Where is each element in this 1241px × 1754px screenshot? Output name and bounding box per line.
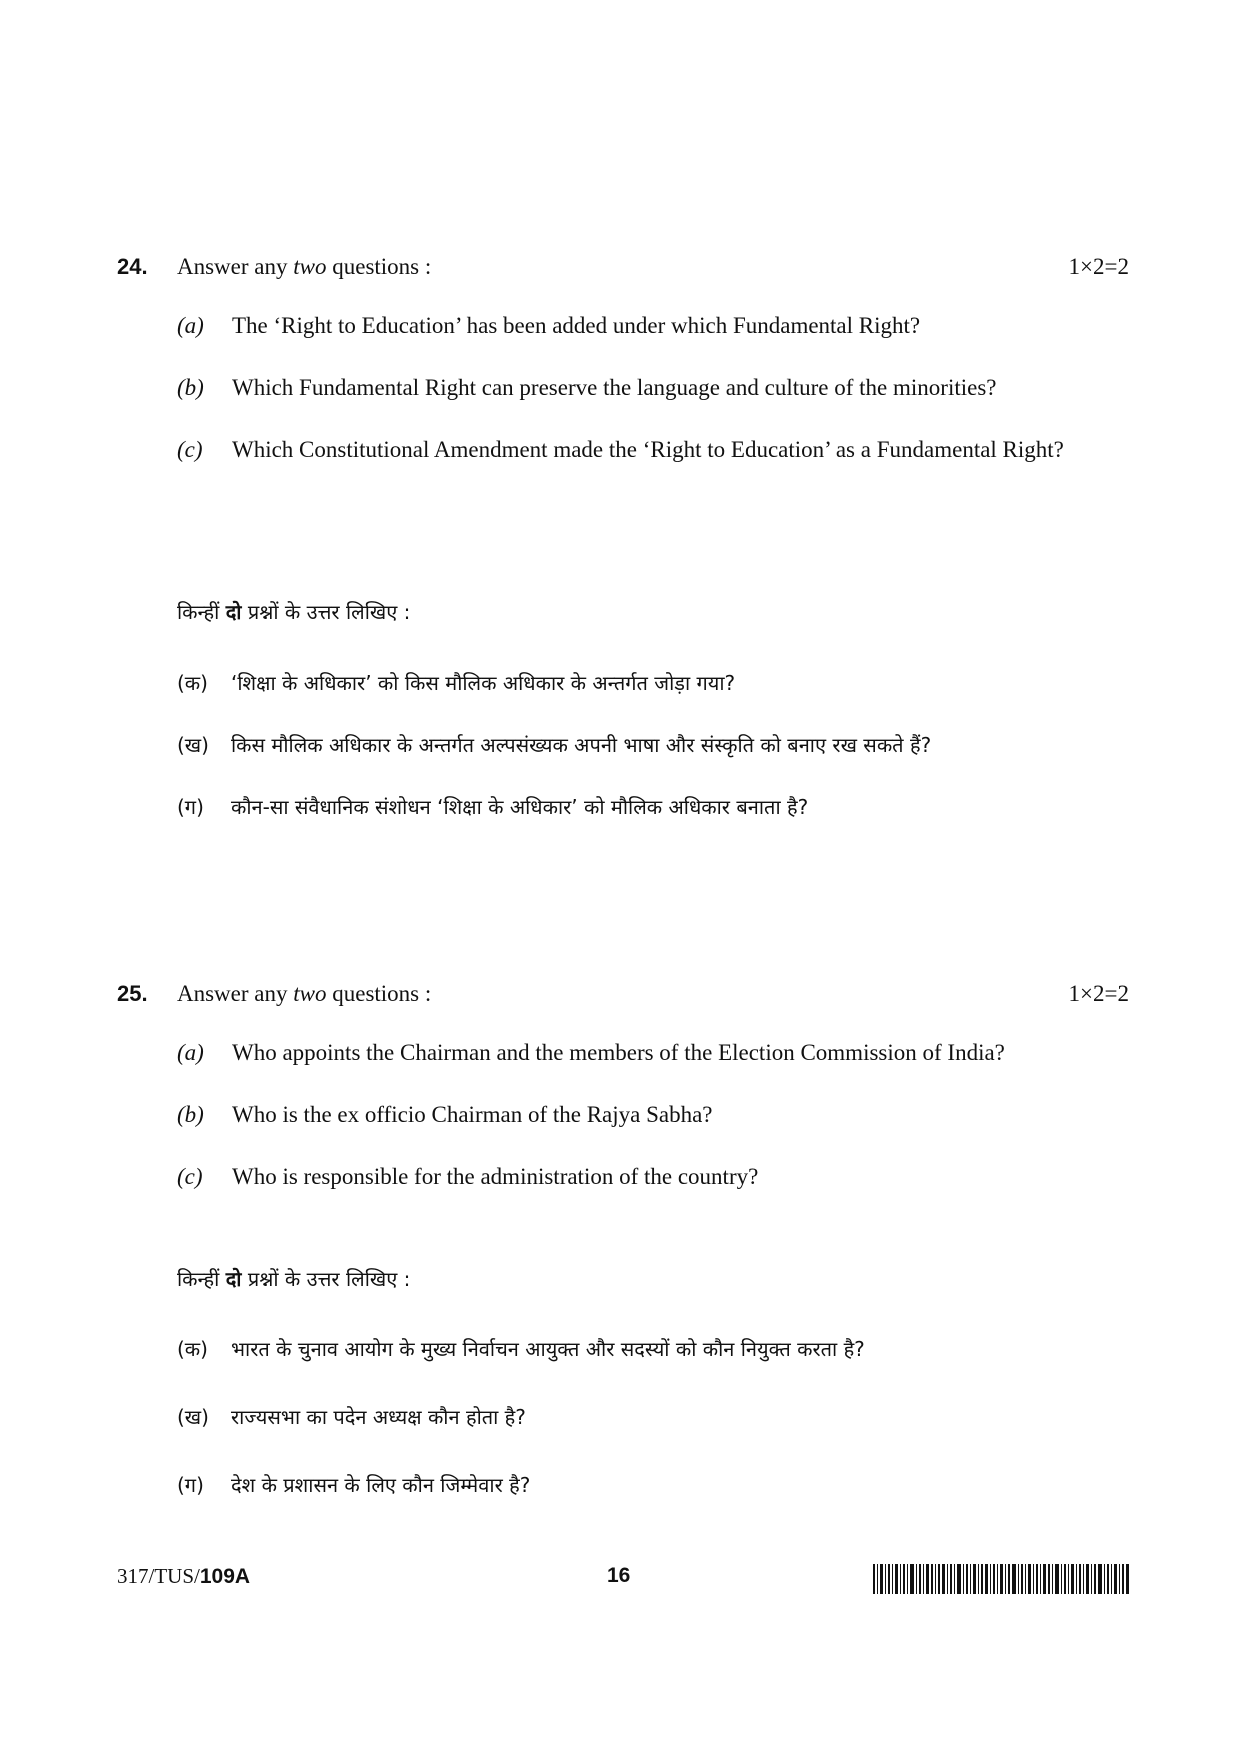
q24-english-parts <box>177 312 1073 464</box>
q25-hindi-part-kha: (ख) राज्यसभा का पदेन अध्यक्ष कौन होता है? <box>177 1405 526 1429</box>
question-instruction: Answer any two questions : <box>177 981 432 1006</box>
q25-hindi-parts <box>177 1332 1073 1502</box>
q24-part-a: (a) The ‘Right to Education’ has been added under which Fundamental Right? <box>177 313 921 338</box>
q24-part-c: (c) Which Constitutional Amendment made the ‘Right to Education’ as a Fundamental Right? <box>177 437 1064 462</box>
q25-part-b: (b) Who is the ex officio Chairman of the Rajya Sabha? <box>177 1102 713 1127</box>
question-instruction: Answer any two questions : <box>177 254 432 279</box>
question-number: 25. <box>117 981 148 1006</box>
page-number: 16 <box>607 1564 631 1587</box>
q25-hindi-instruction: किन्हीं दो प्रश्नों के उत्तर लिखिए : <box>177 1267 411 1291</box>
q25-english-parts <box>177 1039 1073 1191</box>
question-25 <box>117 976 1129 1012</box>
q25-part-c: (c) Who is responsible for the administration of the country? <box>177 1164 759 1189</box>
page-footer <box>117 1560 1129 1592</box>
q25-part-a: (a) Who appoints the Chairman and the members of the Election Commission of India? <box>177 1040 1005 1065</box>
q24-hindi-instruction: किन्हीं दो प्रश्नों के उत्तर लिखिए : <box>177 600 411 624</box>
question-marks: 1×2=2 <box>1068 254 1129 279</box>
question-number: 24. <box>117 254 148 279</box>
question-header <box>117 976 1129 1012</box>
q24-hindi-part-ga: (ग) कौन-सा संवैधानिक संशोधन ‘शिक्षा के अधिकार’ को मौलिक अधिकार बनाता है? <box>177 795 809 819</box>
q24-hindi-parts <box>177 666 1073 824</box>
q24-hindi-part-ka: (क) ‘शिक्षा के अधिकार’ को किस मौलिक अधिकार के अन्तर्गत जोड़ा गया? <box>177 671 736 695</box>
question-header <box>117 249 1129 285</box>
barcode-icon <box>873 1564 1129 1594</box>
q24-part-b: (b) Which Fundamental Right can preserve the language and culture of the minorities? <box>177 375 997 400</box>
q25-hindi-part-ga: (ग) देश के प्रशासन के लिए कौन जिम्मेवार है? <box>177 1473 531 1497</box>
q24-hindi-part-kha: (ख) किस मौलिक अधिकार के अन्तर्गत अल्पसंख्यक अपनी भाषा और संस्कृति को बनाए रख सकते हैं? <box>177 733 932 757</box>
paper-code: 317/TUS/109A <box>117 1564 251 1588</box>
question-24 <box>117 249 1129 285</box>
question-marks: 1×2=2 <box>1068 981 1129 1006</box>
q25-hindi-part-ka: (क) भारत के चुनाव आयोग के मुख्य निर्वाचन आयुक्त और सदस्यों को कौन नियुक्त करता है? <box>177 1337 865 1361</box>
